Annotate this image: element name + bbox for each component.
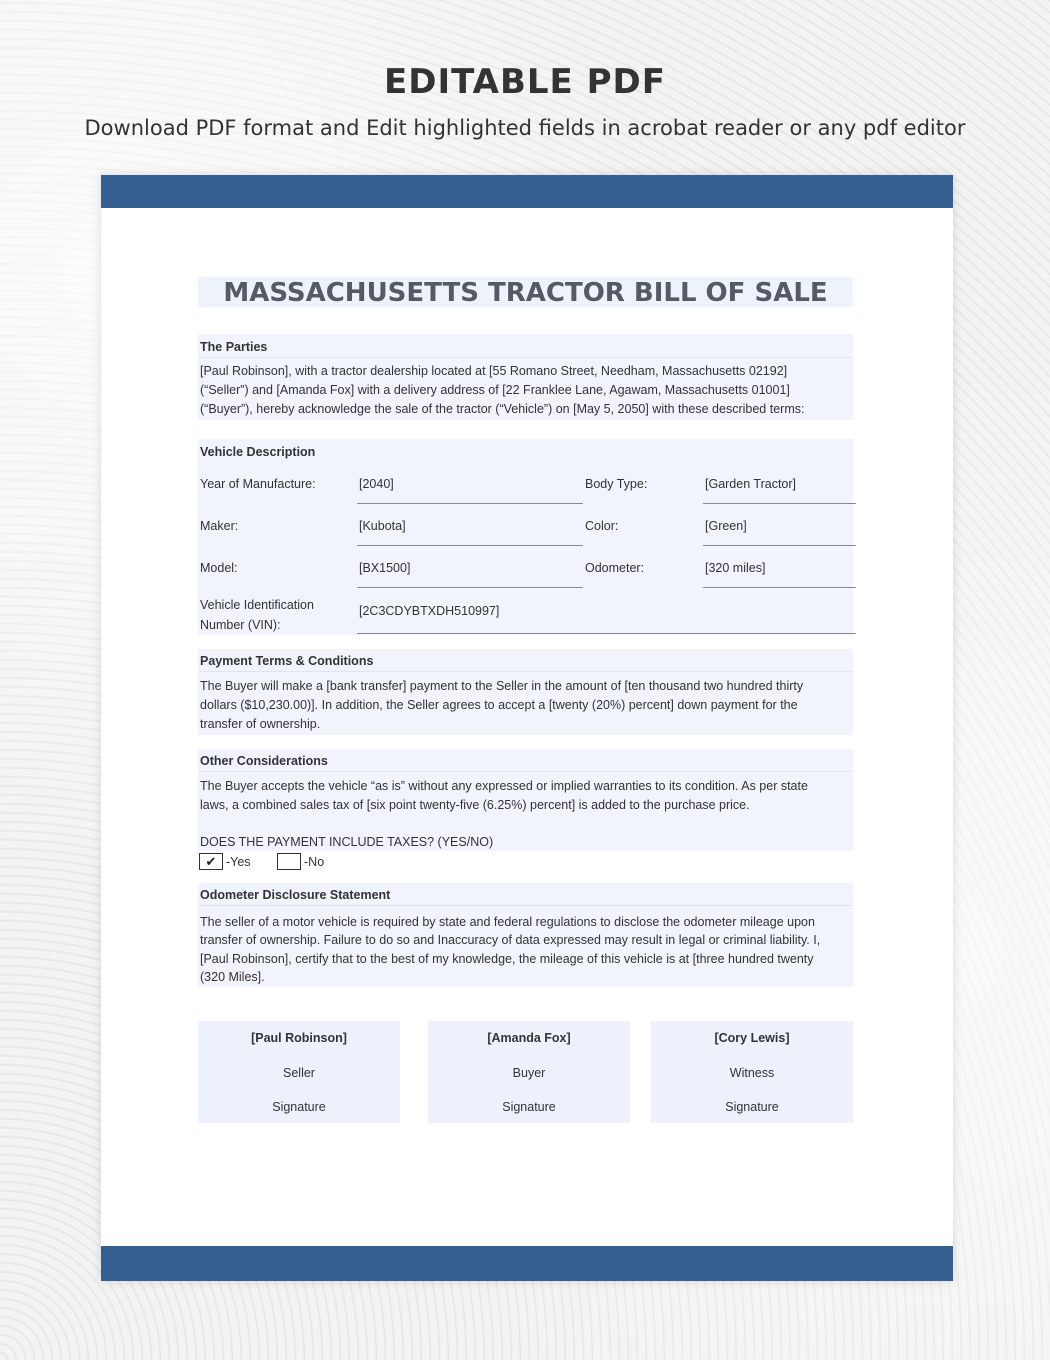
seller-signature-label: Signature xyxy=(272,1100,326,1114)
vin-label-line-2: Number (VIN): xyxy=(200,618,281,632)
odometer-line-1[interactable]: The seller of a motor vehicle is required by state and federal regulations to disclose the odometer mileage upon xyxy=(200,915,815,929)
payment-section xyxy=(198,649,853,735)
section-divider xyxy=(198,771,853,772)
seller-signature-box[interactable] xyxy=(198,1021,400,1123)
model-field[interactable]: [BX1500] xyxy=(359,561,411,575)
odometer-disclosure-section xyxy=(198,883,853,987)
seller-name[interactable]: [Paul Robinson] xyxy=(251,1031,347,1045)
witness-role: Witness xyxy=(729,1066,775,1080)
odometer-line-3[interactable]: [Paul Robinson], certify that to the best of my knowledge, the mileage of this vehicle is at [three hundred twenty xyxy=(200,952,814,966)
year-label: Year of Manufacture: xyxy=(200,477,316,491)
odometer-field-underline xyxy=(703,587,856,588)
year-field-underline xyxy=(357,503,583,504)
body-type-label: Body Type: xyxy=(585,477,648,491)
payment-line-2[interactable]: dollars ($10,230.00)]. In addition, the Seller agrees to accept a [twenty (20%) percent] down payment for the xyxy=(200,698,798,712)
vehicle-section xyxy=(198,439,853,635)
payment-line-3[interactable]: transfer of ownership. xyxy=(200,717,321,731)
year-field[interactable]: [2040] xyxy=(359,477,394,491)
parties-line-1[interactable]: [Paul Robinson], with a tractor dealership located at [55 Romano Street, Needham, Massachusetts 02192] xyxy=(200,364,788,378)
color-label: Color: xyxy=(585,519,619,533)
other-considerations-section xyxy=(198,749,853,851)
vin-label-line-1: Vehicle Identification xyxy=(200,598,314,612)
page-footer-bar xyxy=(101,1246,953,1281)
maker-field[interactable]: [Kubota] xyxy=(359,519,406,533)
odometer-line-2[interactable]: transfer of ownership. Failure to do so and Inaccuracy of data expressed may result in legal or criminal liability. I, xyxy=(200,933,821,947)
payment-heading: Payment Terms & Conditions xyxy=(200,654,374,668)
odometer-disclosure-heading: Odometer Disclosure Statement xyxy=(200,888,391,902)
no-checkbox[interactable] xyxy=(277,853,301,870)
witness-name[interactable]: [Cory Lewis] xyxy=(714,1031,790,1045)
color-field[interactable]: [Green] xyxy=(705,519,747,533)
odometer-line-4[interactable]: (320 Miles]. xyxy=(200,970,265,984)
maker-field-underline xyxy=(357,545,583,546)
model-label: Model: xyxy=(200,561,238,575)
taxes-question: DOES THE PAYMENT INCLUDE TAXES? (YES/NO) xyxy=(200,835,494,849)
parties-line-2[interactable]: (“Seller”) and [Amanda Fox] with a delivery address of [22 Franklee Lane, Agawam, Massachusetts 01001] xyxy=(200,383,790,397)
model-field-underline xyxy=(357,587,583,588)
parties-section xyxy=(198,334,853,420)
buyer-signature-label: Signature xyxy=(502,1100,556,1114)
parties-heading: The Parties xyxy=(200,340,268,354)
buyer-signature-box[interactable] xyxy=(428,1021,630,1123)
no-label: -No xyxy=(304,855,325,869)
maker-label: Maker: xyxy=(200,519,239,533)
other-line-1[interactable]: The Buyer accepts the vehicle “as is” without any expressed or implied warranties to its condition. As per state xyxy=(200,779,808,793)
document-page xyxy=(101,175,953,1281)
document-title: MASSACHUSETTS TRACTOR BILL OF SALE xyxy=(198,277,853,307)
section-divider xyxy=(198,905,853,906)
section-divider xyxy=(198,357,853,358)
vin-field[interactable]: [2C3CDYBTXDH510997] xyxy=(359,604,500,618)
buyer-name[interactable]: [Amanda Fox] xyxy=(487,1031,571,1045)
banner-title: EDITABLE PDF xyxy=(384,62,666,102)
banner-subtitle: Download PDF format and Edit highlighted fields in acrobat reader or any pdf editor xyxy=(84,116,966,140)
other-line-2[interactable]: laws, a combined sales tax of [six point twenty-five (6.25%) percent] is added to the purchase price. xyxy=(200,798,750,812)
color-field-underline xyxy=(703,545,856,546)
parties-line-3[interactable]: (“Buyer”), hereby acknowledge the sale of the tractor (“Vehicle”) on [May 5, 2050] with these described terms: xyxy=(200,402,805,416)
body-type-field[interactable]: [Garden Tractor] xyxy=(705,477,797,491)
odometer-label: Odometer: xyxy=(585,561,645,575)
body-type-field-underline xyxy=(703,503,856,504)
vehicle-heading: Vehicle Description xyxy=(200,445,316,459)
other-heading: Other Considerations xyxy=(200,754,328,768)
odometer-field[interactable]: [320 miles] xyxy=(705,561,766,575)
payment-line-1[interactable]: The Buyer will make a [bank transfer] payment to the Seller in the amount of [ten thousand two hundred thirty xyxy=(200,679,804,693)
page-header-bar xyxy=(101,175,953,208)
witness-signature-label: Signature xyxy=(725,1100,779,1114)
witness-signature-box[interactable] xyxy=(651,1021,853,1123)
seller-role: Seller xyxy=(283,1066,315,1080)
yes-checkbox[interactable]: ✔ xyxy=(199,853,223,870)
buyer-role: Buyer xyxy=(512,1066,546,1080)
vin-field-underline xyxy=(357,633,856,634)
yes-label: -Yes xyxy=(226,855,251,869)
section-divider xyxy=(198,671,853,672)
